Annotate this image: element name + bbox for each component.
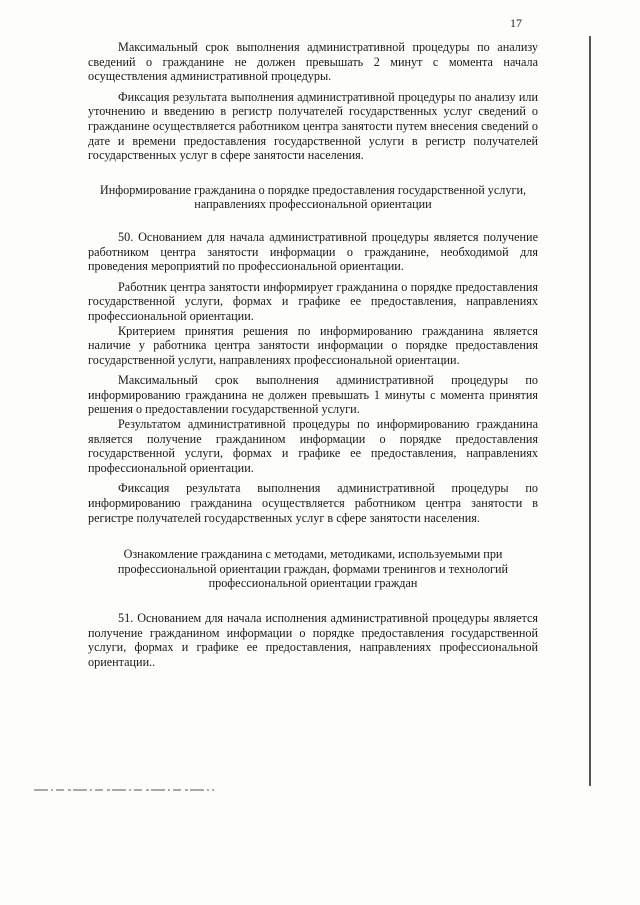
- page-number: 17: [510, 16, 522, 30]
- document-body: [88, 40, 538, 669]
- paragraph: Фиксация результата выполнения административной процедуры по анализу или уточнению и введению в регистр получателей государственных услуг сведений о гражданине осуществляется работником центра занятости путем внесения сведений о дате и времени предоставления государственной услуги в регистр получателей государственных услуг в сфере занятости населения.: [88, 89, 538, 163]
- paragraph: 50. Основанием для начала административной процедуры является получение работником центра занятости информации о гражданине, необходимой для проведения мероприятий по профессиональной ориентации.: [88, 229, 538, 274]
- paragraph: Максимальный срок выполнения административной процедуры по информированию гражданина не должен превышать 1 минуты с момента принятия решения о предоставлении государственной услуги.: [88, 373, 538, 417]
- section-heading: Ознакомление гражданина с методами, методиками, используемыми при профессиональной ориентации граждан, формами тренингов и технологий профессиональной ориентации граждан: [117, 547, 509, 591]
- paragraph: Фиксация результата выполнения административной процедуры по информированию гражданина осуществляется работником центра занятости в регистре получателей государственных услуг в сфере занятости населения.: [88, 481, 538, 525]
- paragraph: Результатом административной процедуры по информированию гражданина является получение гражданином информации о порядке предоставления государственной услуги, формах и графике ее предоставления, направлениях профессиональной ориентации.: [88, 417, 538, 475]
- paragraph: Максимальный срок выполнения административной процедуры по анализу сведений о гражданине не должен превышать 2 минут с момента начала осуществления административной процедуры.: [88, 40, 538, 84]
- paragraph: Критерием принятия решения по информированию гражданина является наличие у работника центра занятости информации о порядке предоставления государственной услуги, направлениях профессиональной ориентации.: [88, 323, 538, 367]
- margin-rule: [589, 36, 591, 786]
- section-heading: Информирование гражданина о порядке предоставления государственной услуги, направлениях профессиональной ориентации: [99, 182, 527, 212]
- paragraph: 51. Основанием для начала исполнения административной процедуры является получение гражданином информации о порядке предоставления государственной услуги, формах и графике ее предоставления, направлениях профессиональной ориентации..: [88, 611, 538, 669]
- scan-artifact-line: [34, 788, 214, 792]
- paragraph: Работник центра занятости информирует гражданина о порядке предоставления государственной услуги, формах и графике ее предоставления, направлениях профессиональной ориентации.: [88, 279, 538, 323]
